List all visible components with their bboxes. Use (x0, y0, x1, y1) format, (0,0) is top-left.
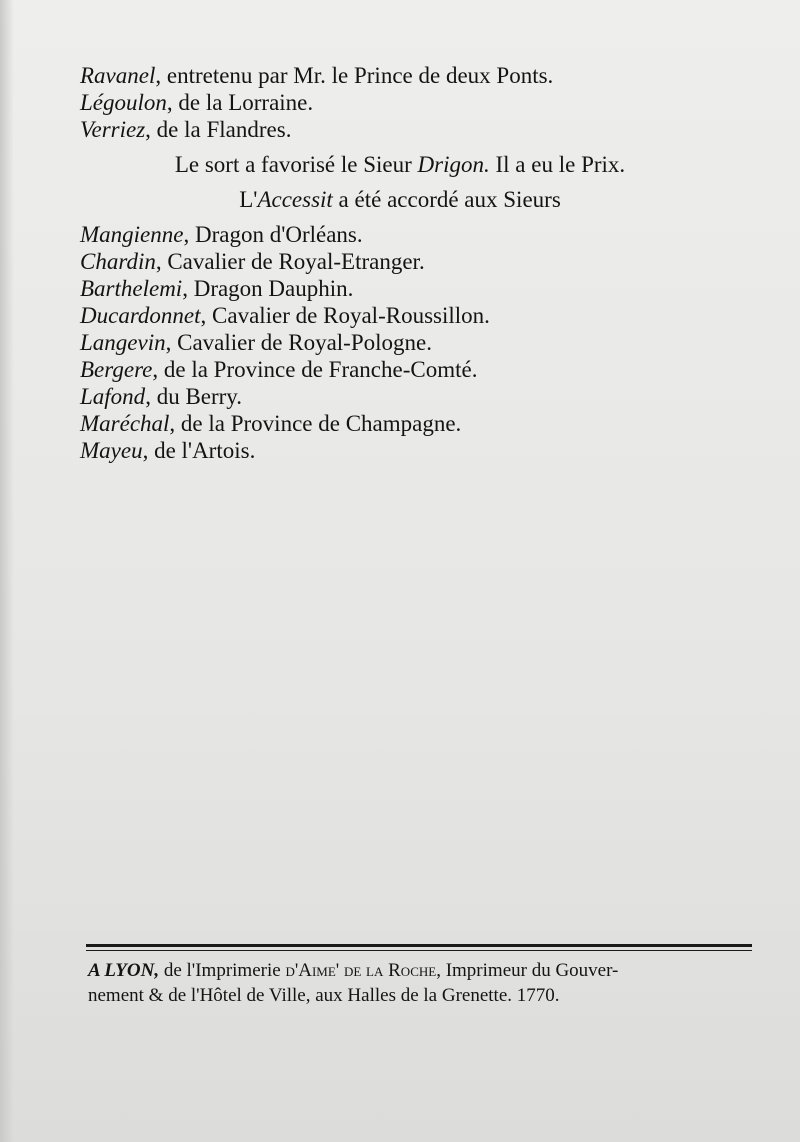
entry-name: Légoulon (80, 90, 167, 115)
entry-name: Verriez (80, 117, 146, 142)
prize-text-end: Il a eu le Prix. (489, 152, 626, 177)
prize-line (80, 151, 720, 178)
list-item (80, 248, 770, 275)
prize-winner: Drigon. (417, 152, 490, 177)
list-item (80, 89, 770, 116)
entry-text: , de la Province de Champagne. (169, 411, 462, 436)
list-item (80, 302, 770, 329)
entry-name: Maréchal (80, 411, 170, 436)
list-item (80, 116, 770, 143)
entry-text: , de la Province de Franche-Comté. (152, 357, 478, 382)
list-item (80, 356, 770, 383)
entry-name: Mayeu (80, 438, 143, 463)
imprint (88, 958, 758, 1008)
entry-name: Chardin (80, 249, 156, 274)
entry-text: , Dragon d'Orléans. (183, 222, 363, 247)
entry-name: Bergere (80, 357, 153, 382)
text-block (80, 62, 770, 464)
entry-text: , de la Flandres. (145, 117, 292, 142)
prize-text: Le sort a favorisé le Sieur (174, 152, 418, 177)
double-rule-thick (86, 944, 752, 947)
list-item (80, 383, 770, 410)
entry-name: Lafond (80, 384, 146, 409)
accessit-heading (80, 186, 720, 213)
accessit-prefix: L' (239, 187, 258, 212)
list-item (80, 275, 770, 302)
accessit-text: a été accordé aux Sieurs (332, 187, 561, 212)
entry-text: , de l'Artois. (142, 438, 256, 463)
imprint-text: de l'Imprimerie (159, 960, 286, 981)
list-item (80, 437, 770, 464)
entry-text: , Dragon Dauphin. (182, 276, 354, 301)
entry-text: , Cavalier de Royal-Pologne. (165, 330, 432, 355)
entry-name: Barthelemi (80, 276, 183, 301)
entry-name: Ravanel (80, 63, 156, 88)
imprint-line-1 (88, 958, 758, 983)
list-item (80, 410, 770, 437)
entry-text: , entretenu par Mr. le Prince de deux Ponts. (155, 63, 554, 88)
entry-name: Langevin (80, 330, 166, 355)
double-rule-thin (86, 950, 752, 951)
entry-name: Mangienne (80, 222, 184, 247)
accessit-word: Accessit (257, 187, 333, 212)
entry-name: Ducardonnet (80, 303, 201, 328)
list-item (80, 329, 770, 356)
entry-text: , Cavalier de Royal-Etranger. (155, 249, 425, 274)
list-item (80, 62, 770, 89)
entry-text: , du Berry. (145, 384, 243, 409)
imprint-printer: d'Aime' de la Roche (285, 960, 437, 981)
entry-text: , Cavalier de Royal-Roussillon. (200, 303, 490, 328)
imprint-city: A LYON, (88, 960, 160, 981)
imprint-line-2: nement & de l'Hôtel de Ville, aux Halles de la Grenette. 1770. (88, 985, 560, 1006)
entry-text: , de la Lorraine. (166, 90, 314, 115)
list-item (80, 221, 770, 248)
imprint-text-2: , Imprimeur du Gouver- (436, 960, 619, 981)
